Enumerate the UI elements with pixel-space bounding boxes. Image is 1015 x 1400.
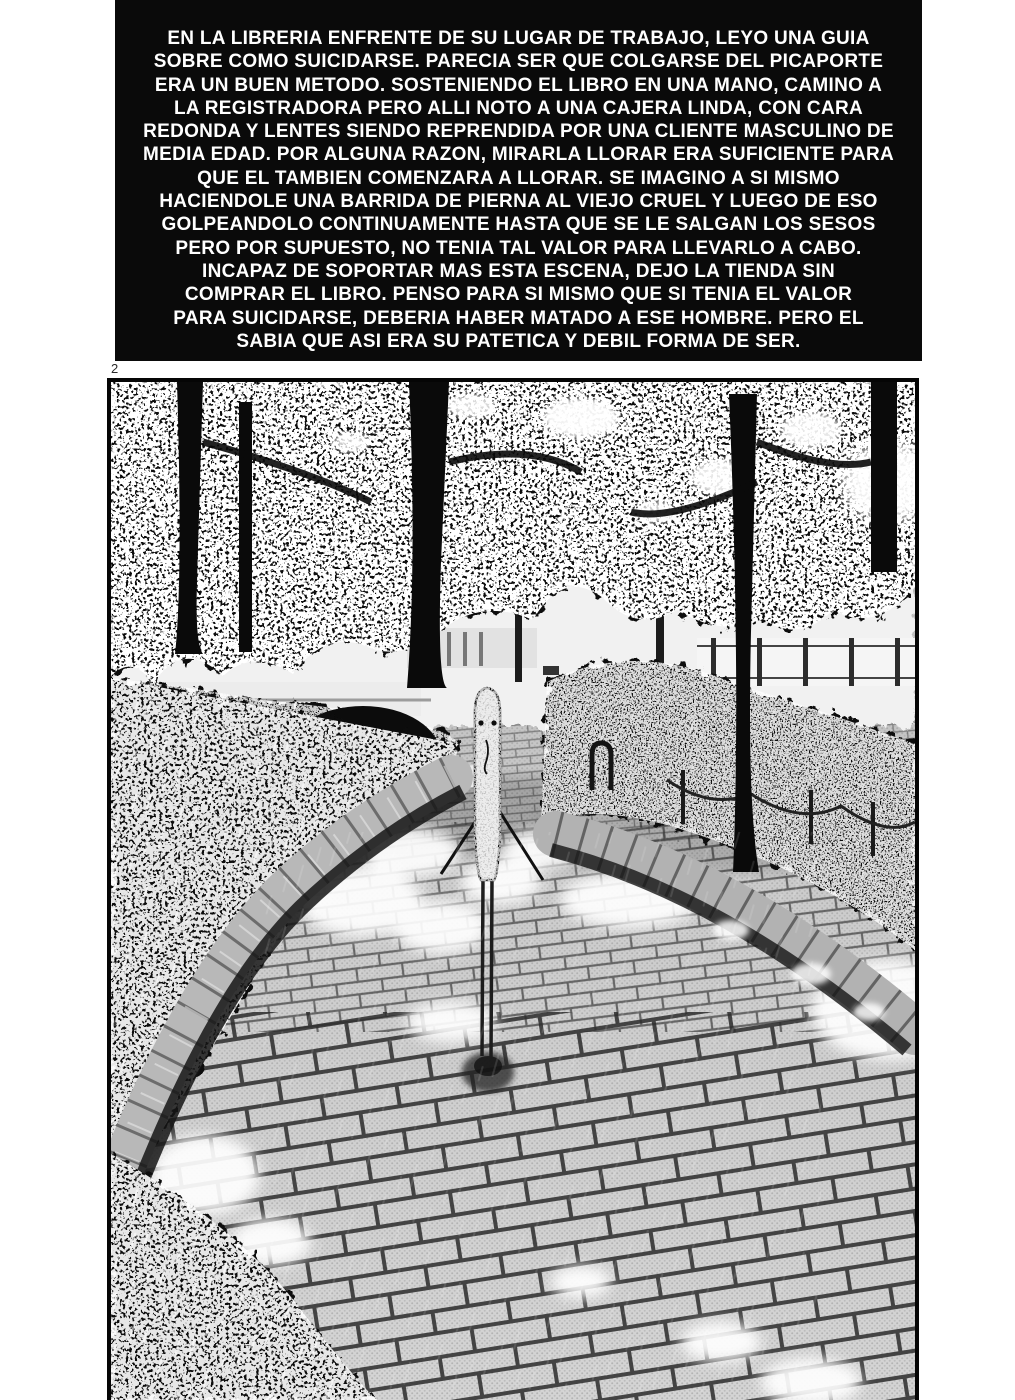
caption-line: EN LA LIBRERIA ENFRENTE DE SU LUGAR DE TRABAJO, LEYO UNA GUIA: [167, 28, 870, 49]
park-scene-illustration: [111, 382, 915, 1400]
page-number: 2: [111, 361, 119, 376]
caption-line: HACIENDOLE UNA BARRIDA DE PIERNA AL VIEJO CRUEL Y LUEGO DE ESO: [159, 191, 878, 213]
narration-caption: [115, 0, 922, 361]
rain-streaks: [261, 832, 821, 1392]
manga-panel: [107, 378, 919, 1400]
distant-bench: [543, 666, 559, 675]
caption-line: GOLPEANDOLO CONTINUAMENTE HASTA QUE SE LE SALGAN LOS SESOS: [161, 214, 876, 236]
caption-line: REDONDA Y LENTES SIENDO REPRENDIDA POR UNA CLIENTE MASCULINO DE: [143, 121, 894, 143]
caption-line: PERO POR SUPUESTO, NO TENIA TAL VALOR PARA LLEVARLO A CABO.: [175, 237, 862, 259]
caption-line: INCAPAZ DE SOPORTAR MAS ESTA ESCENA, DEJO LA TIENDA SIN: [202, 260, 835, 282]
caption-line: ERA UN BUEN METODO. SOSTENIENDO EL LIBRO EN UNA MANO, CAMINO A: [154, 74, 883, 96]
caption-line: PARA SUICIDARSE, DEBERIA HABER MATADO A ESE HOMBRE. PERO EL: [173, 307, 864, 329]
caption-line: SOBRE COMO SUICIDARSE. PARECIA SER QUE COLGARSE DEL PICAPORTE: [153, 51, 884, 73]
caption-line: QUE EL TAMBIEN COMENZARA A LLORAR. SE IMAGINO A SI MISMO: [197, 167, 840, 189]
caption-line: MEDIA EDAD. POR ALGUNA RAZON, MIRARLA LLORAR ERA SUFICIENTE PARA: [142, 144, 895, 166]
caption-line: LA REGISTRADORA PERO ALLI NOTO A UNA CAJERA LINDA, CON CARA: [173, 97, 864, 119]
sign-face-eye: [478, 720, 483, 725]
caption-line: SABIA QUE ASI ERA SU PATETICA Y DEBIL FORMA DE SER.: [236, 330, 801, 352]
sign-face-eye: [491, 720, 496, 725]
distant-fence: [697, 638, 915, 686]
caption-line: COMPRAR EL LIBRO. PENSO PARA SI MISMO QUE SI TENIA EL VALOR: [184, 284, 853, 306]
